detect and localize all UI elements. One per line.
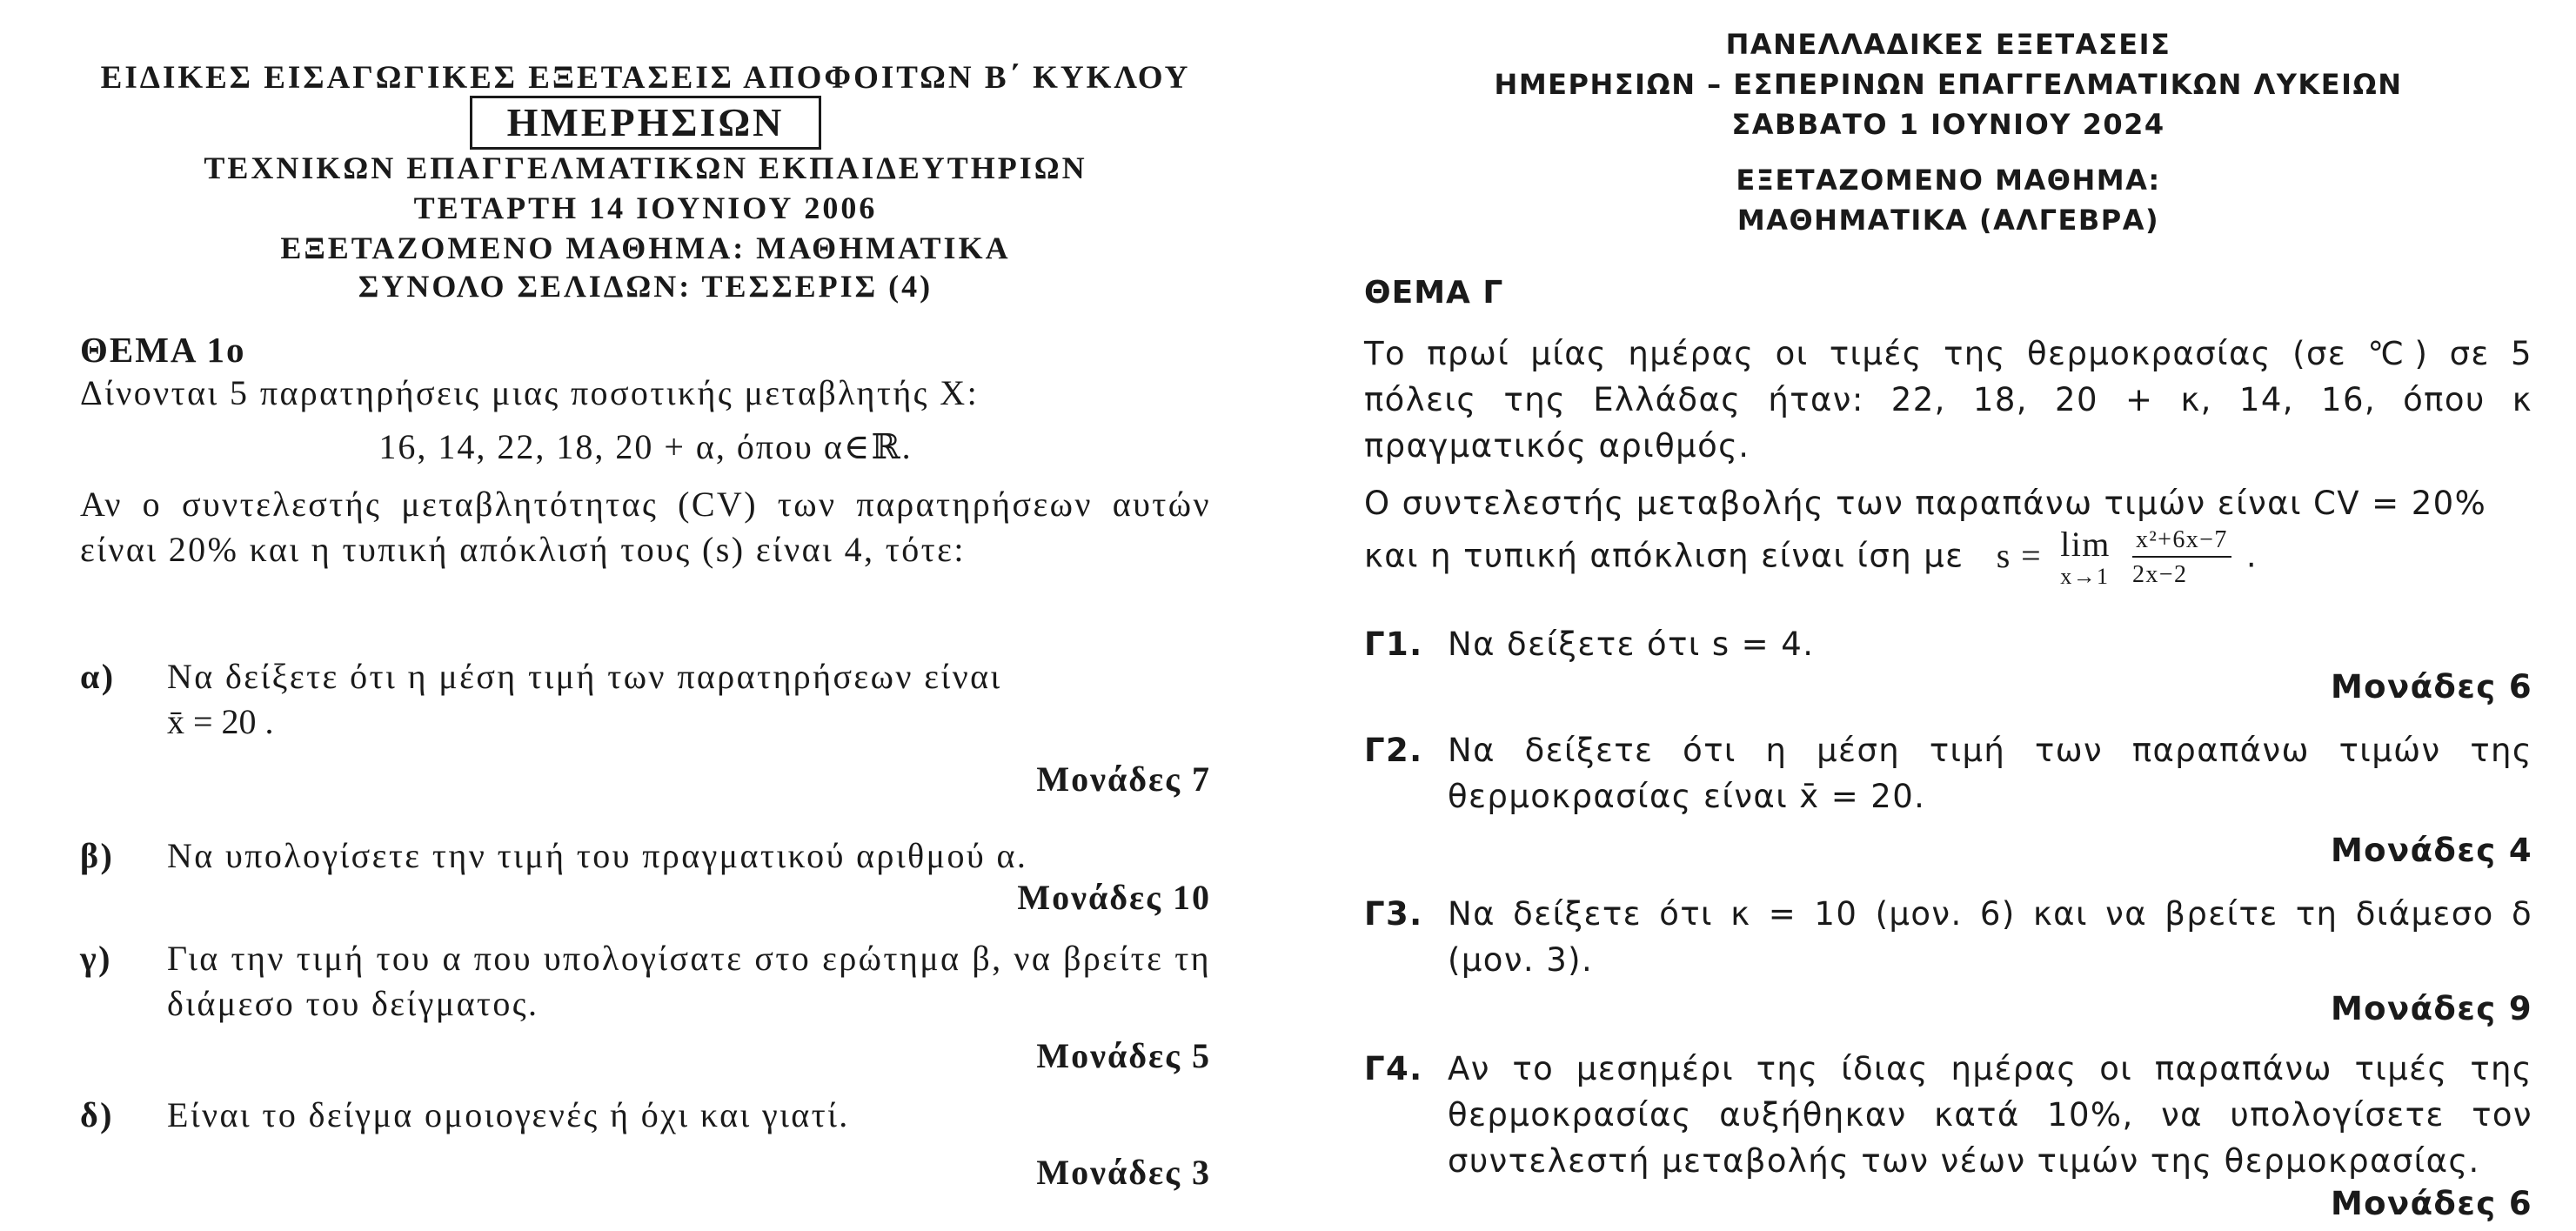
limit-expression <box>2060 527 2111 588</box>
header-exam-type: ΠΑΝΕΛΛΑΔΙΚΕΣ ΕΞΕΤΑΣΕΙΣ <box>1725 28 2171 61</box>
question-text: Για την τιμή του α που υπολογίσατε στο ερώτημα β, να βρείτε τη διάμεσο του δείγματος. <box>167 939 1211 1023</box>
std-dev-statement <box>1364 527 2533 588</box>
marks-g2: Μονάδες 4 <box>2330 832 2533 869</box>
question-label: α) <box>80 657 116 696</box>
question-label: β) <box>80 836 115 875</box>
header-subject: ΕΞΕΤΑΖΟΜΕΝΟ ΜΑΘΗΜΑ: ΜΑΘΗΜΑΤΙΚΑ <box>280 231 1011 265</box>
marks-c: Μονάδες 5 <box>1036 1036 1211 1075</box>
header-date: ΤΕΤΑΡΤΗ 14 ΙΟΥΝΙΟΥ 2006 <box>413 191 878 225</box>
lim-subscript: x→1 <box>2060 564 2110 589</box>
fraction-numerator: x²+6x−7 <box>2132 528 2231 558</box>
marks-g3: Μονάδες 9 <box>2330 990 2533 1027</box>
fraction-denominator: 2x−2 <box>2131 561 2188 588</box>
s-equals: s = <box>1996 535 2043 575</box>
question-text: Να υπολογίσετε την τιμή του πραγματικού αριθμού α. <box>167 836 1028 875</box>
question-text: Να δείξετε ότι κ = 10 (μον. 6) και να βρείτε τη διάμεσο δ (μον. 3). <box>1448 895 2533 979</box>
question-label: Γ3. <box>1364 895 1423 933</box>
question-text: Αν το μεσημέρι της ίδιας ημέρας οι παραπάνω τιμές της θερμοκρασίας αυξήθηκαν κατά 10%, να υπολογίσετε τον συντελεστή μεταβολής των νέων τιμών της θερμοκρασίας. <box>1448 1050 2533 1180</box>
mean-equation: x̄ = 20 . <box>167 702 274 741</box>
cv-statement: Ο συντελεστής μεταβολής των παραπάνω τιμών είναι CV = 20% <box>1364 485 2487 522</box>
observations-formula: 16, 14, 22, 18, 20 + α, όπου α∈ℝ. <box>378 427 913 466</box>
std-dev-prefix: και η τυπική απόκλιση είναι ίση με <box>1364 537 1964 575</box>
marks-b: Μονάδες 10 <box>1017 878 1211 917</box>
marks-g1: Μονάδες 6 <box>2330 668 2533 706</box>
intro-text: Το πρωί μίας ημέρας οι τιμές της θερμοκρασίας (σε ℃) σε 5 πόλεις της Ελλάδας ήταν: 22, 18, 20 + κ, 14, 16, όπου κ πραγματικός αριθμός. <box>1364 335 2533 465</box>
limit-fraction <box>2132 528 2231 587</box>
question-text: Είναι το δείγμα ομοιογενές ή όχι και γιατί. <box>167 1095 850 1134</box>
header-subject: ΜΑΘΗΜΑΤΙΚΑ (ΑΛΓΕΒΡΑ) <box>1736 204 2160 237</box>
std-dev-end: . <box>2245 537 2258 575</box>
header-subject-label: ΕΞΕΤΑΖΟΜΕΝΟ ΜΑΘΗΜΑ: <box>1736 164 2161 197</box>
problem-statement: Αν ο συντελεστής μεταβλητότητας (CV) των παρατηρήσεων αυτών είναι 20% και η τυπική απόκλισή τους (s) είναι 4, τότε: <box>80 485 1211 569</box>
intro-text: Δίνονται 5 παρατηρήσεις μιας ποσοτικής μεταβλητής Χ: <box>80 373 980 412</box>
question-label: Γ4. <box>1364 1050 1423 1087</box>
marks-d: Μονάδες 3 <box>1036 1153 1211 1192</box>
lim-word: lim <box>2060 525 2111 564</box>
header-date: ΣΑΒΒΑΤΟ 1 ΙΟΥΝΙΟΥ 2024 <box>1731 108 2165 141</box>
header-exam-type: ΕΙΔΙΚΕΣ ΕΙΣΑΓΩΓΙΚΕΣ ΕΞΕΤΑΣΕΙΣ ΑΠΟΦΟΙΤΩΝ Β΄ ΚΥΚΛΟΥ <box>100 60 1191 96</box>
question-label: γ) <box>80 939 112 978</box>
exam-2006-panel <box>80 0 1211 1231</box>
marks-g4: Μονάδες 6 <box>2330 1185 2533 1222</box>
header-boxed-day: ΗΜΕΡΗΣΙΩΝ <box>470 96 822 150</box>
header-school-type: ΗΜΕΡΗΣΙΩΝ – ΕΣΠΕΡΙΝΩΝ ΕΠΑΓΓΕΛΜΑΤΙΚΩΝ ΛΥΚΕΙΩΝ <box>1494 68 2403 101</box>
section-title: ΘΕΜΑ 1ο <box>80 330 246 370</box>
marks-a: Μονάδες 7 <box>1036 759 1211 799</box>
question-label: Γ1. <box>1364 626 1423 663</box>
header-page-count: ΣΥΝΟΛΟ ΣΕΛΙΔΩΝ: ΤΕΣΣΕΡΙΣ (4) <box>358 269 933 304</box>
header-school-type: ΤΕΧΝΙΚΩΝ ΕΠΑΓΓΕΛΜΑΤΙΚΩΝ ΕΚΠΑΙΔΕΥΤΗΡΙΩΝ <box>204 151 1087 185</box>
exam-2024-panel <box>1364 0 2533 1231</box>
question-text: Να δείξετε ότι η μέση τιμή των παραπάνω τιμών της θερμοκρασίας είναι x̄ = 20. <box>1448 732 2533 815</box>
question-label: δ) <box>80 1095 114 1134</box>
section-title: ΘΕΜΑ Γ <box>1364 275 1504 311</box>
header-boxed-wrapper <box>80 96 1211 150</box>
question-text: Να δείξετε ότι η μέση τιμή των παρατηρήσεων είναι <box>167 657 1002 696</box>
question-text: Να δείξετε ότι s = 4. <box>1448 626 1815 663</box>
question-label: Γ2. <box>1364 732 1423 769</box>
